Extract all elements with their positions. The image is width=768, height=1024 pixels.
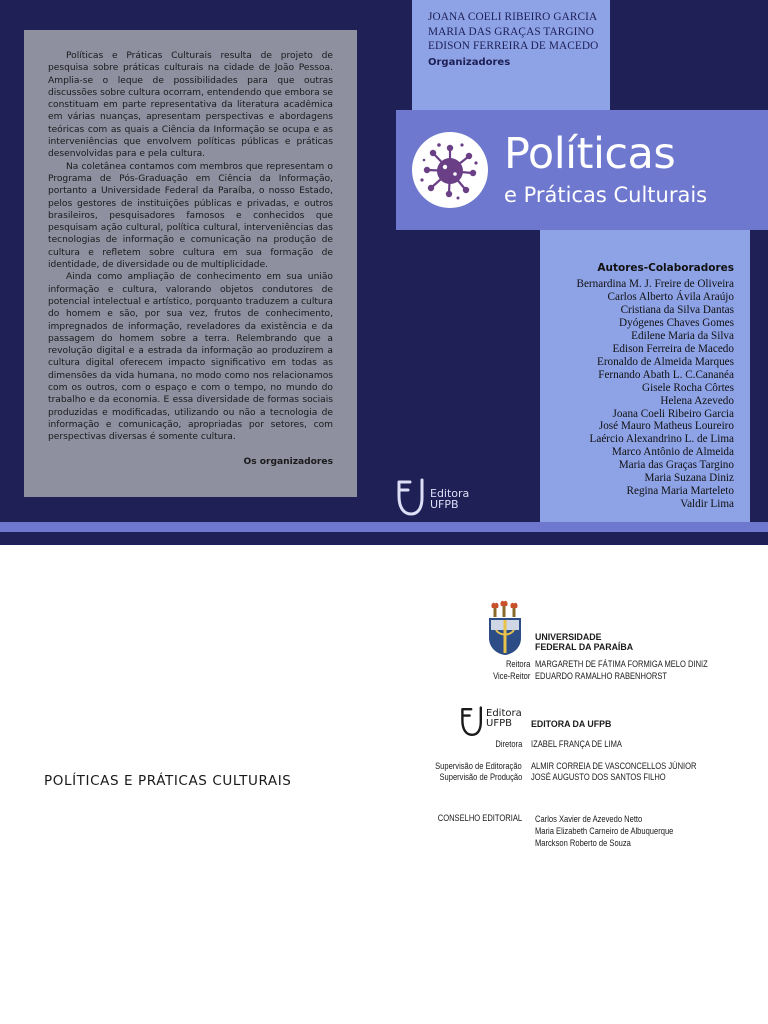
organizer-name: EDISON FERREIRA DE MACEDO <box>428 40 599 52</box>
ufpb-crest-icon <box>486 600 524 656</box>
ej-logo-icon <box>396 478 426 518</box>
vice-reitor-label: Vice-Reitor <box>492 671 530 681</box>
sup-editoracao-value: ALMIR CORREIA DE VASCONCELLOS JÚNIOR <box>531 761 697 771</box>
contributor-name: Gisele Rocha Côrtes <box>642 381 734 394</box>
inner-book-title: POLÍTICAS E PRÁTICAS CULTURAIS <box>44 773 292 789</box>
diretora-value: IZABEL FRANÇA DE LIMA <box>531 739 622 749</box>
inner-editora-text: Editora UFPB <box>486 708 522 729</box>
conselho-member: Carlos Xavier de Azevedo Netto <box>535 814 643 824</box>
conselho-members <box>535 813 696 849</box>
contributor-name: Dyógenes Chaves Gomes <box>619 316 734 329</box>
contributor-name: Bernardina M. J. Freire de Oliveira <box>576 278 734 290</box>
editora-ufpb-logo <box>396 478 486 518</box>
blurb-signature: Os organizadores <box>243 456 333 467</box>
conselho-member: Marckson Roberto de Souza <box>535 838 631 848</box>
title-block <box>396 110 768 230</box>
contributor-name: Cristiana da Silva Dantas <box>620 303 734 316</box>
blurb-paragraph-1: Políticas e Práticas Culturais resulta de projeto de pesquisa sobre práticas culturais na cidade de João Pessoa. Amplia-se o leque de possibilidades para que outras discussões sobre cultura ocorram, entendendo que embora se constituam em parte representativa da literatura acadêmica em várias nuanças, apresentam perspectivas e abordagens teóricas com as quais a Ciência da Informação se ocupa e as interveniências que envolvem políticas públicas e práticas desenvolvidas para e pela cultura. <box>48 51 333 160</box>
contributors-box <box>540 230 750 522</box>
editora-text: Editora UFPB <box>430 487 470 511</box>
contributor-name: José Mauro Matheus Loureiro <box>598 420 734 433</box>
organizers-box <box>412 0 610 110</box>
reitora-label: Reitora <box>505 659 530 669</box>
virus-icon <box>410 130 490 210</box>
sup-editoracao-label: Supervisão de Editoração <box>435 761 522 771</box>
sup-producao-value: JOSÉ AUGUSTO DOS SANTOS FILHO <box>531 772 666 782</box>
back-cover-blurb <box>24 30 357 497</box>
conselho-member: Maria Elizabeth Carneiro de Albuquerque <box>535 826 674 836</box>
contributor-name: Valdir Lima <box>680 498 734 511</box>
organizer-name: JOANA COELI RIBEIRO GARCIA <box>428 11 598 23</box>
contributor-name: Regina Maria Marteleto <box>626 485 734 498</box>
blurb-paragraph-2: Na coletânea contamos com membros que representam o Programa de Pós-Graduação em Ciência da Informação, portanto a Universidade Federal da Paraíba, o nosso Estado, pelos gestores de instituições públicas e privadas, e outros brasileiros, pesquisadores famosos e conhecidos que pesquisam ação cultural, política cultural, interveniências das tecnologias de informação e comunicação na produção de cultura e refletem sobre cultura em sua formação de identidade, de diversidade ou de multiplicidade. <box>48 161 333 271</box>
contributor-name: Edison Ferreira de Macedo <box>612 342 734 355</box>
diretora-label: Diretora <box>495 739 522 749</box>
contributor-name: Carlos Alberto Ávila Araújo <box>607 290 734 303</box>
organizer-name: MARIA DAS GRAÇAS TARGINO <box>428 25 595 38</box>
book-subtitle: e Práticas Culturais <box>504 183 708 207</box>
blurb-paragraph-3: Ainda como ampliação de conhecimento em sua união informação e cultura, valorando objetos condutores de potencial intelectual e artístico, porquanto traduzem a cultura do homem e são, por sua vez, frutos de conhecimento, impregnados de informação, reveladores da existência e da passagem do homem sobre a terra. Relembrando que a revolução digital e a estrada da informação ao produzirem a cultura digital oferecem impacto significativo em todas as dimensões da vida humana, no modo como nos relacionamos com os outros, com o espaço e com o tempo, no mundo do trabalho e da economia. E essa diversidade de formas sociais produzidas e modificadas, utilizando ou não a tecnologia de informação e comunicação, apropriadas por setores, com perspectivas diversas é somente cultura. <box>48 272 333 443</box>
contributor-name: Laércio Alexandrino L. de Lima <box>589 433 734 446</box>
contributor-name: Marco Antônio de Almeida <box>611 446 734 459</box>
contributors-label: Autores-Colaboradores <box>597 262 734 274</box>
conselho-label: CONSELHO EDITORIAL <box>437 813 522 823</box>
contributor-name: Joana Coeli Ribeiro Garcia <box>612 407 734 420</box>
contributor-name: Maria das Graças Targino <box>618 459 734 472</box>
contributor-name: Eronaldo de Almeida Marques <box>596 355 734 368</box>
vice-reitor-value: EDUARDO RAMALHO RABENHORST <box>535 671 667 681</box>
contributor-name: Maria Suzana Diniz <box>644 472 734 485</box>
editora-name: EDITORA DA UFPB <box>531 719 612 729</box>
contributor-name: Edilene Maria da Silva <box>631 329 734 342</box>
reitora-value: MARGARETH DE FÁTIMA FORMIGA MELO DINIZ <box>535 659 708 669</box>
inner-editora-logo <box>460 704 526 740</box>
sup-producao-label: Supervisão de Produção <box>439 772 522 782</box>
cover-stripe <box>0 522 768 532</box>
organizers-label: Organizadores <box>428 56 511 68</box>
contributor-name: Helena Azevedo <box>660 394 734 407</box>
book-title: Políticas <box>504 129 676 179</box>
ej-logo-icon <box>460 704 484 740</box>
contributor-name: Fernando Abath L. C.Cananéa <box>598 368 734 381</box>
university-name: UNIVERSIDADE FEDERAL DA PARAÍBA <box>535 632 634 652</box>
contributors-list <box>540 278 734 511</box>
